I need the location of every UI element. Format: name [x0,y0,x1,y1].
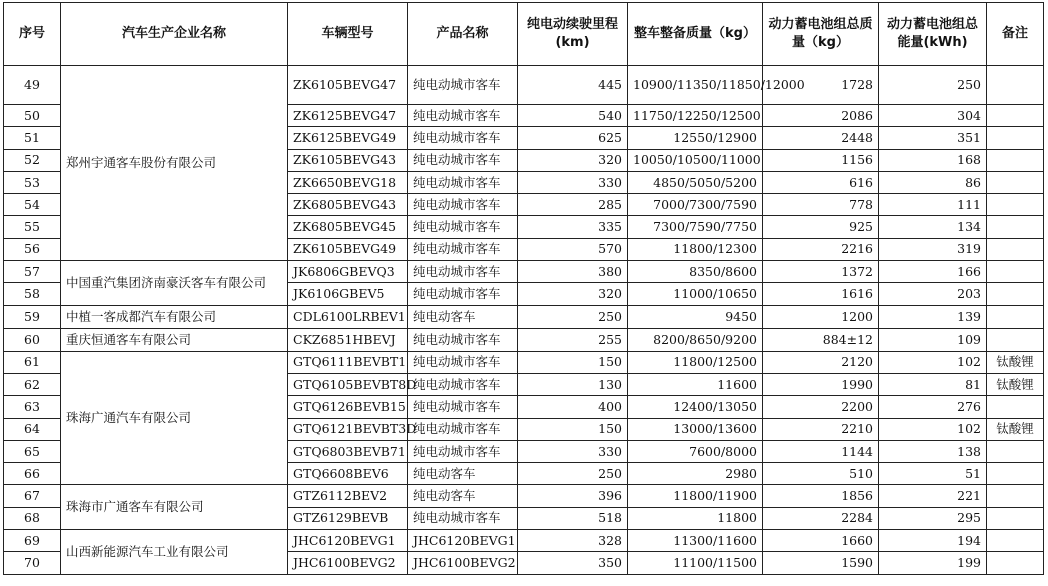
cell-note [987,216,1044,238]
cell-seq: 55 [4,216,61,238]
cell-note [987,66,1044,105]
cell-note [987,305,1044,328]
cell-product: 纯电动客车 [408,305,518,328]
cell-note [987,238,1044,260]
cell-note: 钛酸锂 [987,351,1044,373]
cell-note [987,552,1044,574]
table-row [4,485,1044,507]
table-row [4,66,1044,105]
cell-range: 330 [518,440,628,462]
cell-range: 350 [518,552,628,574]
cell-note [987,485,1044,507]
cell-battery-energy: 221 [879,485,987,507]
cell-product: 纯电动城市客车 [408,66,518,105]
cell-battery-energy: 109 [879,328,987,351]
cell-range: 445 [518,66,628,105]
cell-mass: 13000/13600 [628,418,763,440]
cell-product: 纯电动城市客车 [408,373,518,395]
header-battery-mass: 动力蓄电池组总质量（kg） [763,3,879,66]
cell-product: 纯电动城市客车 [408,440,518,462]
cell-battery-mass: 2284 [763,507,879,529]
cell-seq: 51 [4,127,61,149]
cell-battery-energy: 134 [879,216,987,238]
cell-seq: 69 [4,530,61,552]
cell-battery-mass: 1200 [763,305,879,328]
cell-mass: 11800/12500 [628,351,763,373]
cell-range: 320 [518,283,628,305]
cell-model: GTQ6121BEVBT3D [288,418,408,440]
cell-model: GTQ6803BEVB71 [288,440,408,462]
cell-product: 纯电动城市客车 [408,105,518,127]
cell-battery-mass: 510 [763,463,879,485]
header-product: 产品名称 [408,3,518,66]
cell-product: 纯电动城市客车 [408,149,518,171]
cell-note [987,261,1044,283]
cell-mass: 11300/11600 [628,530,763,552]
cell-mass: 7600/8000 [628,440,763,462]
cell-seq: 66 [4,463,61,485]
cell-mass: 11800/11900 [628,485,763,507]
cell-range: 250 [518,305,628,328]
cell-range: 330 [518,171,628,193]
cell-battery-mass: 1660 [763,530,879,552]
header-note: 备注 [987,3,1044,66]
cell-range: 320 [518,149,628,171]
cell-battery-energy: 194 [879,530,987,552]
cell-note [987,127,1044,149]
cell-seq: 59 [4,305,61,328]
cell-range: 380 [518,261,628,283]
cell-range: 150 [518,418,628,440]
cell-battery-energy: 351 [879,127,987,149]
cell-battery-energy: 276 [879,396,987,418]
cell-battery-mass: 616 [763,171,879,193]
header-battery-energy: 动力蓄电池组总能量(kWh) [879,3,987,66]
cell-battery-mass: 1156 [763,149,879,171]
cell-mass: 11800/12300 [628,238,763,260]
cell-product: 纯电动城市客车 [408,261,518,283]
cell-battery-mass: 1856 [763,485,879,507]
cell-product: 纯电动城市客车 [408,127,518,149]
cell-battery-mass: 2086 [763,105,879,127]
cell-range: 400 [518,396,628,418]
header-row [4,3,1044,66]
cell-range: 150 [518,351,628,373]
cell-product: 纯电动城市客车 [408,171,518,193]
cell-range: 328 [518,530,628,552]
cell-model: ZK6105BEVG43 [288,149,408,171]
cell-seq: 52 [4,149,61,171]
cell-battery-mass: 1590 [763,552,879,574]
cell-mass: 8350/8600 [628,261,763,283]
cell-model: ZK6105BEVG47 [288,66,408,105]
cell-model: ZK6125BEVG47 [288,105,408,127]
cell-note [987,194,1044,216]
cell-mass: 4850/5050/5200 [628,171,763,193]
cell-mass: 12400/13050 [628,396,763,418]
cell-mass: 10050/10500/11000 [628,149,763,171]
cell-battery-energy: 304 [879,105,987,127]
cell-model: ZK6125BEVG49 [288,127,408,149]
cell-range: 335 [518,216,628,238]
cell-note [987,283,1044,305]
cell-battery-energy: 81 [879,373,987,395]
cell-battery-mass: 884±12 [763,328,879,351]
cell-seq: 49 [4,66,61,105]
cell-note [987,328,1044,351]
cell-battery-mass: 2448 [763,127,879,149]
cell-seq: 70 [4,552,61,574]
cell-note [987,440,1044,462]
cell-battery-energy: 319 [879,238,987,260]
cell-mass: 8200/8650/9200 [628,328,763,351]
cell-model: GTQ6608BEV6 [288,463,408,485]
header-mass: 整车整备质量（kg） [628,3,763,66]
cell-product: 纯电动客车 [408,485,518,507]
cell-seq: 64 [4,418,61,440]
cell-product: 纯电动城市客车 [408,396,518,418]
cell-battery-energy: 86 [879,171,987,193]
cell-mass: 2980 [628,463,763,485]
cell-range: 625 [518,127,628,149]
cell-battery-mass: 2210 [763,418,879,440]
cell-note [987,530,1044,552]
cell-battery-mass: 1728 [763,66,879,105]
cell-battery-energy: 102 [879,351,987,373]
cell-range: 130 [518,373,628,395]
cell-battery-mass: 1144 [763,440,879,462]
cell-battery-mass: 1990 [763,373,879,395]
cell-battery-mass: 1616 [763,283,879,305]
cell-seq: 57 [4,261,61,283]
cell-model: JK6106GBEV5 [288,283,408,305]
cell-seq: 62 [4,373,61,395]
table-row [4,261,1044,283]
cell-battery-energy: 139 [879,305,987,328]
cell-seq: 53 [4,171,61,193]
cell-product: 纯电动城市客车 [408,328,518,351]
cell-model: ZK6650BEVG18 [288,171,408,193]
cell-seq: 63 [4,396,61,418]
cell-model: JK6806GBEVQ3 [288,261,408,283]
cell-battery-energy: 199 [879,552,987,574]
cell-mass: 7000/7300/7590 [628,194,763,216]
cell-battery-mass: 2200 [763,396,879,418]
cell-range: 285 [518,194,628,216]
table-row [4,305,1044,328]
cell-model: GTQ6105BEVBT8D [288,373,408,395]
cell-range: 518 [518,507,628,529]
cell-battery-energy: 111 [879,194,987,216]
cell-seq: 50 [4,105,61,127]
table-row [4,351,1044,373]
table-row [4,328,1044,351]
cell-battery-energy: 51 [879,463,987,485]
cell-product: JHC6100BEVG2 [408,552,518,574]
table-body [4,66,1044,575]
cell-company: 中植一客成都汽车有限公司 [61,305,288,328]
cell-company: 郑州宇通客车股份有限公司 [61,66,288,261]
cell-seq: 58 [4,283,61,305]
cell-product: 纯电动城市客车 [408,507,518,529]
cell-company: 重庆恒通客车有限公司 [61,328,288,351]
header-range: 纯电动续驶里程(km) [518,3,628,66]
cell-note [987,463,1044,485]
cell-model: GTQ6126BEVB15 [288,396,408,418]
cell-seq: 60 [4,328,61,351]
cell-range: 396 [518,485,628,507]
cell-seq: 68 [4,507,61,529]
cell-product: 纯电动城市客车 [408,351,518,373]
cell-mass: 11000/10650 [628,283,763,305]
cell-model: GTZ6112BEV2 [288,485,408,507]
cell-seq: 56 [4,238,61,260]
cell-company: 中国重汽集团济南豪沃客车有限公司 [61,261,288,306]
cell-battery-energy: 168 [879,149,987,171]
cell-model: CDL6100LRBEV1 [288,305,408,328]
vehicle-catalog-table [3,2,1044,575]
cell-product: 纯电动城市客车 [408,238,518,260]
cell-battery-energy: 166 [879,261,987,283]
cell-company: 珠海市广通客车有限公司 [61,485,288,530]
cell-battery-mass: 1372 [763,261,879,283]
cell-battery-mass: 778 [763,194,879,216]
cell-mass: 10900/11350/11850/12000 [628,66,763,105]
cell-product: 纯电动城市客车 [408,216,518,238]
cell-battery-mass: 2120 [763,351,879,373]
cell-note [987,396,1044,418]
cell-mass: 12550/12900 [628,127,763,149]
cell-note: 钛酸锂 [987,373,1044,395]
cell-product: JHC6120BEVG1 [408,530,518,552]
cell-note [987,171,1044,193]
cell-note [987,149,1044,171]
cell-model: JHC6120BEVG1 [288,530,408,552]
cell-range: 250 [518,463,628,485]
cell-mass: 11750/12250/12500 [628,105,763,127]
cell-model: ZK6805BEVG45 [288,216,408,238]
cell-model: ZK6805BEVG43 [288,194,408,216]
cell-model: GTZ6129BEVB [288,507,408,529]
cell-mass: 11100/11500 [628,552,763,574]
cell-mass: 11800 [628,507,763,529]
header-company: 汽车生产企业名称 [61,3,288,66]
table-row [4,530,1044,552]
cell-range: 570 [518,238,628,260]
cell-product: 纯电动城市客车 [408,194,518,216]
cell-note [987,105,1044,127]
cell-model: JHC6100BEVG2 [288,552,408,574]
cell-battery-energy: 102 [879,418,987,440]
header-model: 车辆型号 [288,3,408,66]
cell-product: 纯电动城市客车 [408,418,518,440]
cell-range: 255 [518,328,628,351]
cell-battery-energy: 203 [879,283,987,305]
cell-mass: 9450 [628,305,763,328]
cell-note: 钛酸锂 [987,418,1044,440]
cell-company: 珠海广通汽车有限公司 [61,351,288,485]
cell-battery-energy: 138 [879,440,987,462]
cell-model: ZK6105BEVG49 [288,238,408,260]
cell-seq: 67 [4,485,61,507]
cell-product: 纯电动城市客车 [408,283,518,305]
cell-mass: 7300/7590/7750 [628,216,763,238]
cell-range: 540 [518,105,628,127]
cell-battery-energy: 250 [879,66,987,105]
cell-model: CKZ6851HBEVJ [288,328,408,351]
cell-battery-mass: 2216 [763,238,879,260]
header-seq: 序号 [4,3,61,66]
cell-mass: 11600 [628,373,763,395]
cell-company: 山西新能源汽车工业有限公司 [61,530,288,575]
cell-seq: 54 [4,194,61,216]
cell-model: GTQ6111BEVBT1 [288,351,408,373]
cell-seq: 65 [4,440,61,462]
cell-note [987,507,1044,529]
cell-battery-energy: 295 [879,507,987,529]
cell-product: 纯电动客车 [408,463,518,485]
cell-battery-mass: 925 [763,216,879,238]
cell-seq: 61 [4,351,61,373]
